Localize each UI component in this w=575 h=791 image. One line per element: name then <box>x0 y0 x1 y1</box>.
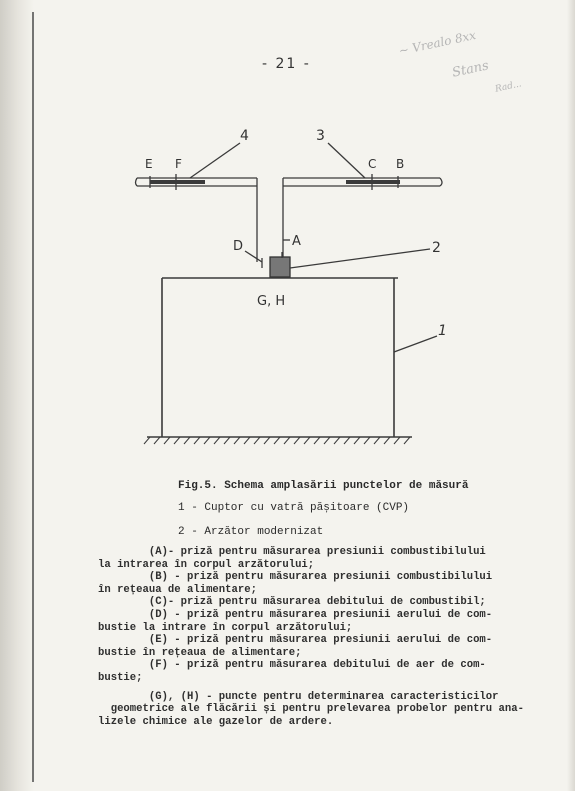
text-line: (A)- priză pentru măsurarea presiunii combustibilului <box>98 546 486 558</box>
text-line: bustie în rețeaua de alimentare; <box>98 646 302 659</box>
left-pipe <box>136 178 138 186</box>
leader-2 <box>290 249 430 268</box>
right-pipe <box>440 178 442 186</box>
legend-item-burner: 2 - Arzător modernizat <box>178 526 324 538</box>
text-line: lizele chimice ale gazelor de ardere. <box>98 715 334 728</box>
leader-d <box>245 251 262 262</box>
text-line: bustie la intrare în corpul arzătorului; <box>98 621 353 634</box>
text-line: (G), (H) - puncte pentru determinarea caracteristicilor <box>98 690 499 703</box>
text-line: bustie; <box>98 671 143 684</box>
label-gh: G, H <box>257 294 286 309</box>
text-line: în rețeaua de alimentare; <box>98 583 257 596</box>
label-a: A <box>292 234 301 249</box>
text-line: la intrarea în corpul arzătorului; <box>98 558 315 571</box>
measurement-points-description <box>98 546 560 728</box>
label-b: B <box>396 157 405 171</box>
text-line: (B) - priză pentru măsurarea presiunii combustibilului <box>98 571 493 584</box>
margin-note: Stans <box>450 58 491 81</box>
text-line: geometrice ale flăcării și pentru prelevarea probelor pentru ana- <box>98 703 524 716</box>
text-line: (E) - priză pentru măsurarea presiunii aerului de com- <box>98 634 493 647</box>
page-number: - 21 - <box>262 56 311 72</box>
label-c: C <box>368 157 377 171</box>
label-f: F <box>175 157 182 171</box>
label-1: 1 <box>438 323 447 339</box>
label-2: 2 <box>432 240 441 256</box>
label-d: D <box>233 239 244 254</box>
ground-hatch <box>144 437 410 444</box>
margin-note: Rad... <box>494 79 523 95</box>
label-3: 3 <box>316 128 325 144</box>
text-line: (D) - priză pentru măsurarea presiunii aerului de com- <box>98 608 493 621</box>
label-4: 4 <box>240 128 249 144</box>
burner <box>270 257 290 277</box>
label-e: E <box>145 157 153 171</box>
legend-item-furnace: 1 - Cuptor cu vatră pășitoare (CVP) <box>178 502 410 514</box>
text-line: (C)- priză pentru măsurarea debitului de combustibil; <box>98 596 486 609</box>
leader-1 <box>394 336 437 352</box>
figure-caption: Fig.5. Schema amplasării punctelor de măsură <box>178 480 469 492</box>
text-line: (F) - priză pentru măsurarea debitului de aer de com- <box>98 659 486 672</box>
leader-3 <box>328 143 365 178</box>
margin-note: ~ Vrealo 8xx <box>397 27 478 59</box>
leader-4 <box>190 143 240 178</box>
